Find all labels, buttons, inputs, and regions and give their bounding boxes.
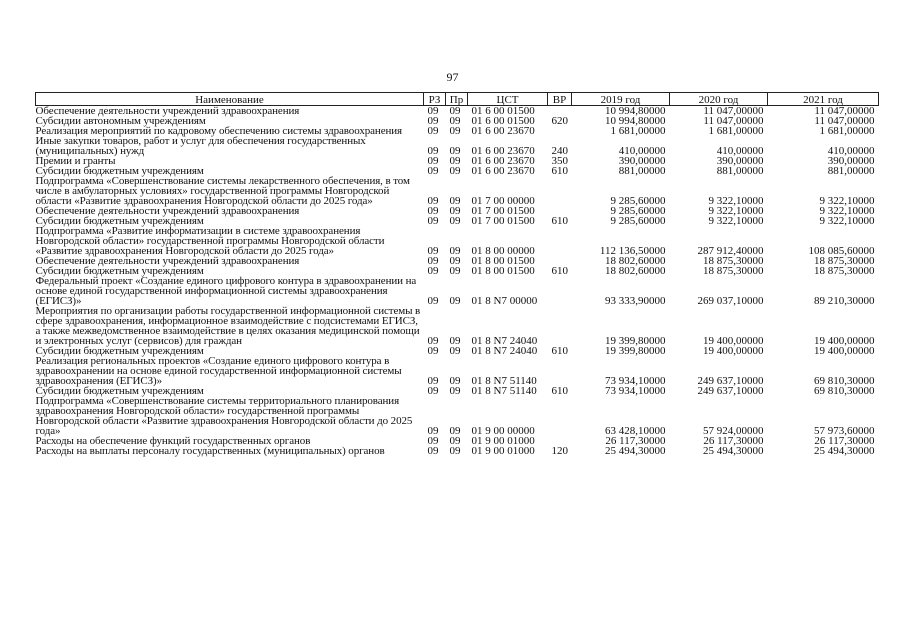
row-cst-cell: 01 8 N7 24040 bbox=[471, 345, 538, 357]
row-2021-cell: 390,00000 bbox=[827, 155, 875, 167]
row-name-cell: Подпрограмма «Совершенствование системы территориального планирования здравоохранения Новгородской области» государственной программы Новгородской области «Развитие здравоохранения Новгородской области до 2025 года» bbox=[35, 395, 413, 437]
row-2021-cell: 18 875,30000 bbox=[814, 255, 875, 267]
table-header-row bbox=[36, 93, 879, 106]
row-2019-cell: 25 494,30000 bbox=[605, 445, 666, 457]
row-2020-cell: 390,00000 bbox=[716, 155, 764, 167]
row-2020-cell: 9 322,10000 bbox=[708, 205, 764, 217]
row-name-cell: Расходы на выплаты персоналу государственных (муниципальных) органов bbox=[35, 445, 385, 457]
row-cst-cell: 01 6 00 23670 bbox=[471, 145, 535, 157]
row-cst-cell: 01 6 00 01500 bbox=[471, 105, 535, 117]
row-rz-cell: 09 bbox=[427, 435, 439, 447]
row-rz-cell: 09 bbox=[427, 155, 439, 167]
row-2021-cell: 108 085,60000 bbox=[808, 245, 875, 257]
row-name-cell: Реализация мероприятий по кадровому обеспечению системы здравоохранения bbox=[35, 125, 403, 137]
row-2019-cell: 9 285,60000 bbox=[610, 205, 666, 217]
row-vr-cell bbox=[548, 396, 572, 436]
row-pr-cell: 09 bbox=[449, 375, 461, 387]
row-name-cell: Премии и гранты bbox=[35, 155, 116, 167]
row-2019-cell: 881,00000 bbox=[618, 165, 666, 177]
row-2021-cell: 11 047,00000 bbox=[814, 115, 875, 127]
row-name-cell: Мероприятия по организации работы государственной информационной системы в сфере здравоохранения, информационное взаимодействие с подсистемами ЕГИСЗ, а также межведомственное взаимодействие в целях оказания медицинской помощи и электронных услуг (сервисов) для граждан bbox=[35, 305, 421, 347]
row-2020-cell: 26 117,30000 bbox=[703, 435, 764, 447]
row-2020-cell: 249 637,10000 bbox=[697, 385, 764, 397]
row-2020-cell: 19 400,00000 bbox=[703, 335, 764, 347]
row-vr-cell bbox=[548, 356, 572, 386]
row-pr-cell: 09 bbox=[449, 425, 461, 437]
row-rz-cell: 09 bbox=[427, 195, 439, 207]
table-row bbox=[36, 306, 879, 346]
row-name-cell: Подпрограмма «Совершенствование системы лекарственного обеспечения, в том числе в амбулаторных условиях» государственной программы Новгородской области «Развитие здравоохранения Новгородской области до 2025 года» bbox=[35, 175, 410, 207]
row-2019-cell: 93 333,90000 bbox=[605, 295, 666, 307]
row-2021-cell: 69 810,30000 bbox=[814, 375, 875, 387]
row-2021-cell: 19 400,00000 bbox=[814, 345, 875, 357]
row-cst-cell: 01 7 00 01500 bbox=[471, 205, 535, 217]
row-vr-cell: 610 bbox=[551, 385, 568, 397]
header-year-2019: 2019 год bbox=[572, 93, 670, 106]
row-rz-cell: 09 bbox=[427, 215, 439, 227]
row-cst-cell: 01 9 00 01000 bbox=[471, 445, 535, 457]
row-2021-cell: 9 322,10000 bbox=[819, 215, 875, 227]
row-pr-cell: 09 bbox=[449, 445, 461, 457]
row-2021-cell: 18 875,30000 bbox=[814, 265, 875, 277]
row-2021-cell: 69 810,30000 bbox=[814, 385, 875, 397]
table-body bbox=[36, 106, 879, 457]
row-rz-cell: 09 bbox=[427, 425, 439, 437]
row-2019-cell: 19 399,80000 bbox=[605, 335, 666, 347]
row-pr-cell: 09 bbox=[449, 435, 461, 447]
row-2019-cell: 26 117,30000 bbox=[605, 435, 666, 447]
row-2020-cell: 11 047,00000 bbox=[703, 115, 764, 127]
row-cst-cell: 01 8 00 01500 bbox=[471, 255, 535, 267]
row-rz-cell: 09 bbox=[427, 115, 439, 127]
row-pr-cell: 09 bbox=[449, 265, 461, 277]
row-2021-cell: 9 322,10000 bbox=[819, 195, 875, 207]
row-name-cell: Федеральный проект «Создание единого цифрового контура в здравоохранении на основе единой государственной информационной системы здравоохранения (ЕГИСЗ)» bbox=[35, 275, 417, 307]
row-rz-cell: 09 bbox=[427, 345, 439, 357]
row-rz-cell: 09 bbox=[427, 145, 439, 157]
row-2019-cell: 73 934,10000 bbox=[605, 385, 666, 397]
table-row bbox=[36, 136, 879, 156]
row-2020-cell: 1 681,00000 bbox=[708, 125, 764, 137]
table-row bbox=[36, 276, 879, 306]
row-2019-cell: 1 681,00000 bbox=[610, 125, 666, 137]
row-rz-cell: 09 bbox=[427, 445, 439, 457]
row-2019-cell: 112 136,50000 bbox=[599, 245, 666, 257]
row-name-cell: Расходы на обеспечение функций государственных органов bbox=[35, 435, 311, 447]
row-vr-cell bbox=[548, 226, 572, 256]
row-pr-cell: 09 bbox=[449, 155, 461, 167]
row-2021-cell: 19 400,00000 bbox=[814, 335, 875, 347]
row-2019-cell: 18 802,60000 bbox=[605, 255, 666, 267]
header-pr: Пр bbox=[446, 93, 468, 106]
header-year-2020: 2020 год bbox=[670, 93, 768, 106]
row-2021-cell: 881,00000 bbox=[827, 165, 875, 177]
row-vr-cell: 120 bbox=[551, 445, 568, 457]
table-row bbox=[36, 356, 879, 386]
row-pr-cell: 09 bbox=[449, 255, 461, 267]
row-pr-cell: 09 bbox=[449, 215, 461, 227]
row-2020-cell: 25 494,30000 bbox=[703, 445, 764, 457]
row-name-cell: Субсидии бюджетным учреждениям bbox=[35, 385, 204, 397]
row-vr-cell: 240 bbox=[551, 145, 568, 157]
row-vr-cell bbox=[548, 276, 572, 306]
row-cst-cell: 01 9 00 01000 bbox=[471, 435, 535, 447]
table-row bbox=[36, 396, 879, 436]
row-vr-cell bbox=[548, 176, 572, 206]
row-name-cell: Субсидии бюджетным учреждениям bbox=[35, 265, 204, 277]
row-cst-cell: 01 9 00 00000 bbox=[471, 425, 535, 437]
row-2021-cell: 410,00000 bbox=[827, 145, 875, 157]
row-rz-cell: 09 bbox=[427, 265, 439, 277]
row-name-cell: Обеспечение деятельности учреждений здравоохранения bbox=[35, 105, 300, 117]
row-cst-cell: 01 8 00 01500 bbox=[471, 265, 535, 277]
row-2021-cell: 26 117,30000 bbox=[814, 435, 875, 447]
row-2019-cell: 63 428,10000 bbox=[605, 425, 666, 437]
row-rz-cell: 09 bbox=[427, 335, 439, 347]
row-pr-cell: 09 bbox=[449, 195, 461, 207]
row-pr-cell: 09 bbox=[449, 385, 461, 397]
row-2021-cell: 1 681,00000 bbox=[819, 125, 875, 137]
row-cst-cell: 01 6 00 23670 bbox=[471, 155, 535, 167]
row-vr-cell: 350 bbox=[551, 155, 568, 167]
row-cst-cell: 01 6 00 01500 bbox=[471, 115, 535, 127]
row-pr-cell: 09 bbox=[449, 335, 461, 347]
row-2019-cell: 19 399,80000 bbox=[605, 345, 666, 357]
row-2020-cell: 269 037,10000 bbox=[697, 295, 764, 307]
row-2019-cell: 10 994,80000 bbox=[605, 105, 666, 117]
row-vr-cell: 610 bbox=[551, 165, 568, 177]
row-2020-cell: 9 322,10000 bbox=[708, 215, 764, 227]
row-2020-cell: 18 875,30000 bbox=[703, 255, 764, 267]
row-vr-cell bbox=[548, 306, 572, 346]
row-pr-cell: 09 bbox=[449, 245, 461, 257]
row-rz-cell: 09 bbox=[427, 125, 439, 137]
row-name-cell: Субсидии бюджетным учреждениям bbox=[35, 345, 204, 357]
row-vr-cell: 610 bbox=[551, 215, 568, 227]
row-2019-cell: 9 285,60000 bbox=[610, 195, 666, 207]
row-2019-cell: 73 934,10000 bbox=[605, 375, 666, 387]
table-row bbox=[36, 446, 879, 456]
row-cst-cell: 01 6 00 23670 bbox=[471, 125, 535, 137]
row-vr-cell bbox=[548, 126, 572, 136]
row-2020-cell: 410,00000 bbox=[716, 145, 764, 157]
row-2020-cell: 881,00000 bbox=[716, 165, 764, 177]
row-name-cell: Реализация региональных проектов «Создание единого цифрового контура в здравоохранении на основе единой государственной информационной системы здравоохранения (ЕГИСЗ)» bbox=[35, 355, 402, 387]
row-name-cell: Субсидии бюджетным учреждениям bbox=[35, 165, 204, 177]
row-cst-cell: 01 7 00 01500 bbox=[471, 215, 535, 227]
row-pr-cell: 09 bbox=[449, 145, 461, 157]
row-cst-cell: 01 8 N7 24040 bbox=[471, 335, 538, 347]
row-rz-cell: 09 bbox=[427, 295, 439, 307]
header-name: Наименование bbox=[36, 93, 424, 106]
row-rz-cell: 09 bbox=[427, 375, 439, 387]
header-year-2021: 2021 год bbox=[768, 93, 879, 106]
row-pr-cell: 09 bbox=[449, 125, 461, 137]
table-row bbox=[36, 226, 879, 256]
row-rz-cell: 09 bbox=[427, 165, 439, 177]
row-2021-cell: 25 494,30000 bbox=[814, 445, 875, 457]
row-2019-cell: 390,00000 bbox=[618, 155, 666, 167]
row-pr-cell: 09 bbox=[449, 115, 461, 127]
row-name-cell: Субсидии автономным учреждениям bbox=[35, 115, 206, 127]
row-cst-cell: 01 8 N7 51140 bbox=[471, 375, 537, 387]
row-2021-cell: 9 322,10000 bbox=[819, 205, 875, 217]
row-pr-cell: 09 bbox=[449, 165, 461, 177]
row-pr-cell: 09 bbox=[449, 345, 461, 357]
row-rz-cell: 09 bbox=[427, 245, 439, 257]
row-rz-cell: 09 bbox=[427, 385, 439, 397]
row-name-cell: Обеспечение деятельности учреждений здравоохранения bbox=[35, 255, 300, 267]
row-vr-cell: 610 bbox=[551, 265, 568, 277]
row-2019-cell: 10 994,80000 bbox=[605, 115, 666, 127]
row-rz-cell: 09 bbox=[427, 255, 439, 267]
table-row bbox=[36, 176, 879, 206]
row-2020-cell: 249 637,10000 bbox=[697, 375, 764, 387]
row-name-cell: Субсидии бюджетным учреждениям bbox=[35, 215, 204, 227]
budget-table bbox=[35, 92, 879, 456]
row-2021-cell: 89 210,30000 bbox=[814, 295, 875, 307]
row-2019-cell: 410,00000 bbox=[618, 145, 666, 157]
row-pr-cell: 09 bbox=[449, 105, 461, 117]
row-name-cell: Подпрограмма «Развитие информатизации в системе здравоохранения Новгородской области» государственной программы Новгородской области «Развитие здравоохранения Новгородской области до 2025 года» bbox=[35, 225, 385, 257]
row-cst-cell: 01 8 N7 00000 bbox=[471, 295, 538, 307]
row-cst-cell: 01 8 N7 51140 bbox=[471, 385, 537, 397]
row-2020-cell: 19 400,00000 bbox=[703, 345, 764, 357]
row-rz-cell: 09 bbox=[427, 205, 439, 217]
row-pr-cell: 09 bbox=[449, 205, 461, 217]
row-cst-cell: 01 7 00 00000 bbox=[471, 195, 535, 207]
page-number: 97 bbox=[446, 70, 459, 84]
row-vr-cell: 610 bbox=[551, 345, 568, 357]
row-2021-cell: 57 973,60000 bbox=[814, 425, 875, 437]
row-name-cell: Иные закупки товаров, работ и услуг для обеспечения государственных (муниципальных) нужд bbox=[35, 135, 366, 157]
header-vr: ВР bbox=[548, 93, 572, 106]
row-cst-cell: 01 8 00 00000 bbox=[471, 245, 535, 257]
row-2020-cell: 11 047,00000 bbox=[703, 105, 764, 117]
row-2020-cell: 287 912,40000 bbox=[697, 245, 764, 257]
row-2019-cell: 9 285,60000 bbox=[610, 215, 666, 227]
row-cst-cell: 01 6 00 23670 bbox=[471, 165, 535, 177]
header-cst: ЦСТ bbox=[468, 93, 548, 106]
row-pr-cell: 09 bbox=[449, 295, 461, 307]
row-2020-cell: 9 322,10000 bbox=[708, 195, 764, 207]
row-2019-cell: 18 802,60000 bbox=[605, 265, 666, 277]
row-name-cell: Обеспечение деятельности учреждений здравоохранения bbox=[35, 205, 300, 217]
row-vr-cell: 620 bbox=[551, 115, 568, 127]
row-2020-cell: 57 924,00000 bbox=[703, 425, 764, 437]
row-2021-cell: 11 047,00000 bbox=[814, 105, 875, 117]
row-2020-cell: 18 875,30000 bbox=[703, 265, 764, 277]
row-rz-cell: 09 bbox=[427, 105, 439, 117]
header-rz: РЗ bbox=[424, 93, 446, 106]
